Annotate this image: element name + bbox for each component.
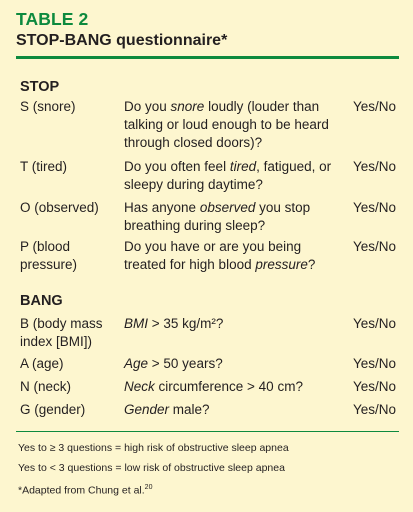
footnote-high-risk: Yes to ≥ 3 questions = high risk of obstructive sleep apnea [18, 442, 289, 454]
row-term: T (tired) [20, 159, 68, 174]
row-answer: Yes/No [352, 356, 396, 371]
footnote-reference: 20 [144, 484, 153, 491]
section-heading-stop: STOP [20, 79, 60, 95]
row-term: B (body mass index [BMI]) [20, 316, 103, 349]
row-question: Has anyone observed you stop breathing during sleep? [124, 200, 311, 233]
footnote-source: *Adapted from Chung et al.$^{20}$ [18, 484, 153, 497]
table-header [16, 9, 227, 51]
row-question: Neck circumference > 40 cm? [124, 379, 303, 394]
row-answer: Yes/No [352, 99, 396, 114]
row-term: A (age) [20, 356, 64, 371]
row-term: G (gender) [20, 402, 86, 417]
row-answer: Yes/No [352, 316, 396, 331]
table-label: TABLE 2 [16, 9, 89, 29]
row-answer: Yes/No [352, 239, 396, 254]
header-divider [16, 56, 399, 59]
footer-divider [16, 431, 399, 432]
row-question: BMI > 35 kg/m²? [124, 316, 224, 331]
row-answer: Yes/No [352, 402, 396, 417]
table-title: STOP-BANG questionnaire* [16, 32, 228, 49]
row-answer: Yes/No [352, 159, 396, 174]
row-question: Do you often feel tired, fatigued, or sleepy during daytime? [124, 159, 332, 192]
row-question: Do you snore loudly (louder than talking or loud enough to be heard through closed doors)? [124, 99, 329, 150]
row-answer: Yes/No [352, 379, 396, 394]
row-term: N (neck) [20, 379, 72, 394]
row-term: P (blood pressure) [20, 239, 78, 272]
row-term: S (snore) [20, 99, 76, 114]
row-question: Gender male? [124, 402, 210, 417]
footnote-low-risk: Yes to < 3 questions = low risk of obstructive sleep apnea [18, 462, 285, 474]
row-question: Do you have or are you being treated for high blood pressure? [124, 239, 316, 272]
row-answer: Yes/No [352, 200, 396, 215]
row-term: O (observed) [20, 200, 99, 215]
section-heading-bang: BANG [20, 293, 63, 309]
row-question: Age > 50 years? [124, 356, 223, 371]
